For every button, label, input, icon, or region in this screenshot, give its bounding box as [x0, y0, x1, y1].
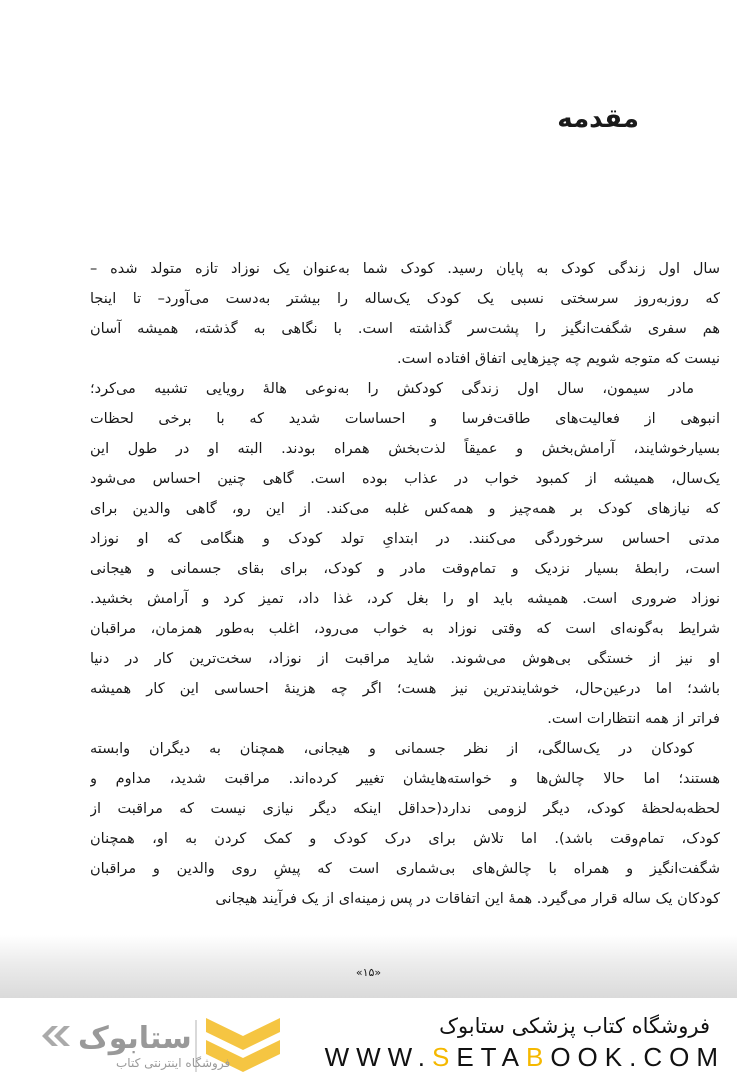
text-line: شرایط به‌گونه‌ای است که وقتی نوزاد به خواب می‌رود، اغلب به‌طور همزمان، مراقبان	[90, 621, 720, 637]
text-line: فراتر از همه انتظارات است.	[547, 711, 720, 727]
text-line: شگفت‌انگیز و همراه با چالش‌های بی‌شماری است که پیشِ روی والدین و مراقبان	[90, 861, 720, 877]
text-line: مدتی احساس سرخوردگی می‌کنند. در ابتدایِ تولد کودک و هنگامی که او نوزاد	[90, 531, 720, 547]
text-line: است، رابطهٔ بسیار نزدیک و تمام‌وقت مادر و کودک، برای بقای جسمانی و هیجانی	[90, 561, 720, 577]
text-line: نوزاد ضروری است. همیشه باید او را بغل کرد، غذا داد، تمیز کرد و آرامش بخشید.	[90, 591, 720, 607]
body-text	[90, 254, 720, 914]
logo-text: ستابوک	[78, 1021, 192, 1056]
text-line: نیست که متوجه شویم چه چیزهایی اتفاق افتاده است.	[397, 351, 720, 367]
text-line: او نیز از خستگی بی‌هوش می‌شوند. شاید مراقبت از نوزاد، سخت‌ترین کار در دنیا	[90, 651, 720, 667]
text-line: کودکان در یک‌سالگی، از نظر جسمانی و هیجانی، همچنان به دیگران وابسته	[90, 741, 694, 757]
text-line: بسیارخوشایند، آرامش‌بخش و عمیقاً لذت‌بخش همراه بودند. البته او در طول این	[90, 441, 720, 457]
store-title: فروشگاه کتاب پزشکی ستابوک	[439, 1014, 710, 1038]
text-line: که نیازهای کودک بر همه‌چیز و همه‌کس غلبه می‌کند. از این رو، گاهی والدین برای	[90, 501, 720, 517]
logo-subtitle: فروشگاه اینترنتی کتاب	[116, 1056, 231, 1070]
text-line: هم سفری شگفت‌انگیز را پشت‌سر گذاشته است. با نگاهی به گذشته، همیشه آسان	[90, 321, 720, 337]
text-line: هستند؛ اما حالا چالش‌ها و خواسته‌هایشان تغییر کرده‌اند. مراقبت شدید، مداوم و	[90, 771, 720, 787]
text-line: کودک، تمام‌وقت باشد). اما تلاش برای درک کودک و کمک کردن به او، همچنان	[90, 831, 720, 847]
store-url[interactable]: WWW.SETABOOK.COM	[324, 1042, 725, 1072]
text-line: کودکان یک ساله قرار می‌گیرد. همهٔ این اتفاقات در پس زمینه‌ای از یک فرآیند هیجانی	[215, 891, 720, 907]
text-line: که روزبه‌روز سرسختی نسبی یک کودک یک‌ساله را بیشتر به‌دست می‌آورد– تا اینجا	[90, 291, 720, 307]
text-line: لحظه‌به‌لحظهٔ کودک، دیگر لزومی ندارد(حداقل اینکه دیگر نیازی نیست که مراقبت از	[90, 801, 720, 817]
chapter-title: مقدمه	[557, 104, 639, 134]
text-line: سال اول زندگی کودک به پایان رسید. کودک شما به‌عنوان یک نوزاد تازه متولد شده –	[90, 261, 720, 277]
text-line: یک‌سال، همیشه از کمبود خواب در عذاب بوده است. گاهی چنین احساس می‌شود	[90, 471, 720, 487]
text-line: باشد؛ اما درعین‌حال، خوشایندترین نیز هست؛ اگر چه هزینهٔ احساسی این کار همیشه	[90, 681, 720, 697]
store-banner	[0, 998, 737, 1080]
setabook-logo	[38, 1014, 288, 1076]
text-line: مادر سیمون، سال اول زندگی کودکش را به‌نوعی هالهٔ رویایی تشبیه می‌کرد؛	[90, 381, 694, 397]
text-line: انبوهی از فعالیت‌های طاقت‌فرسا و احساسات شدید که با برخی لحظات	[90, 411, 720, 427]
page-number: «۱۵»	[355, 966, 382, 979]
